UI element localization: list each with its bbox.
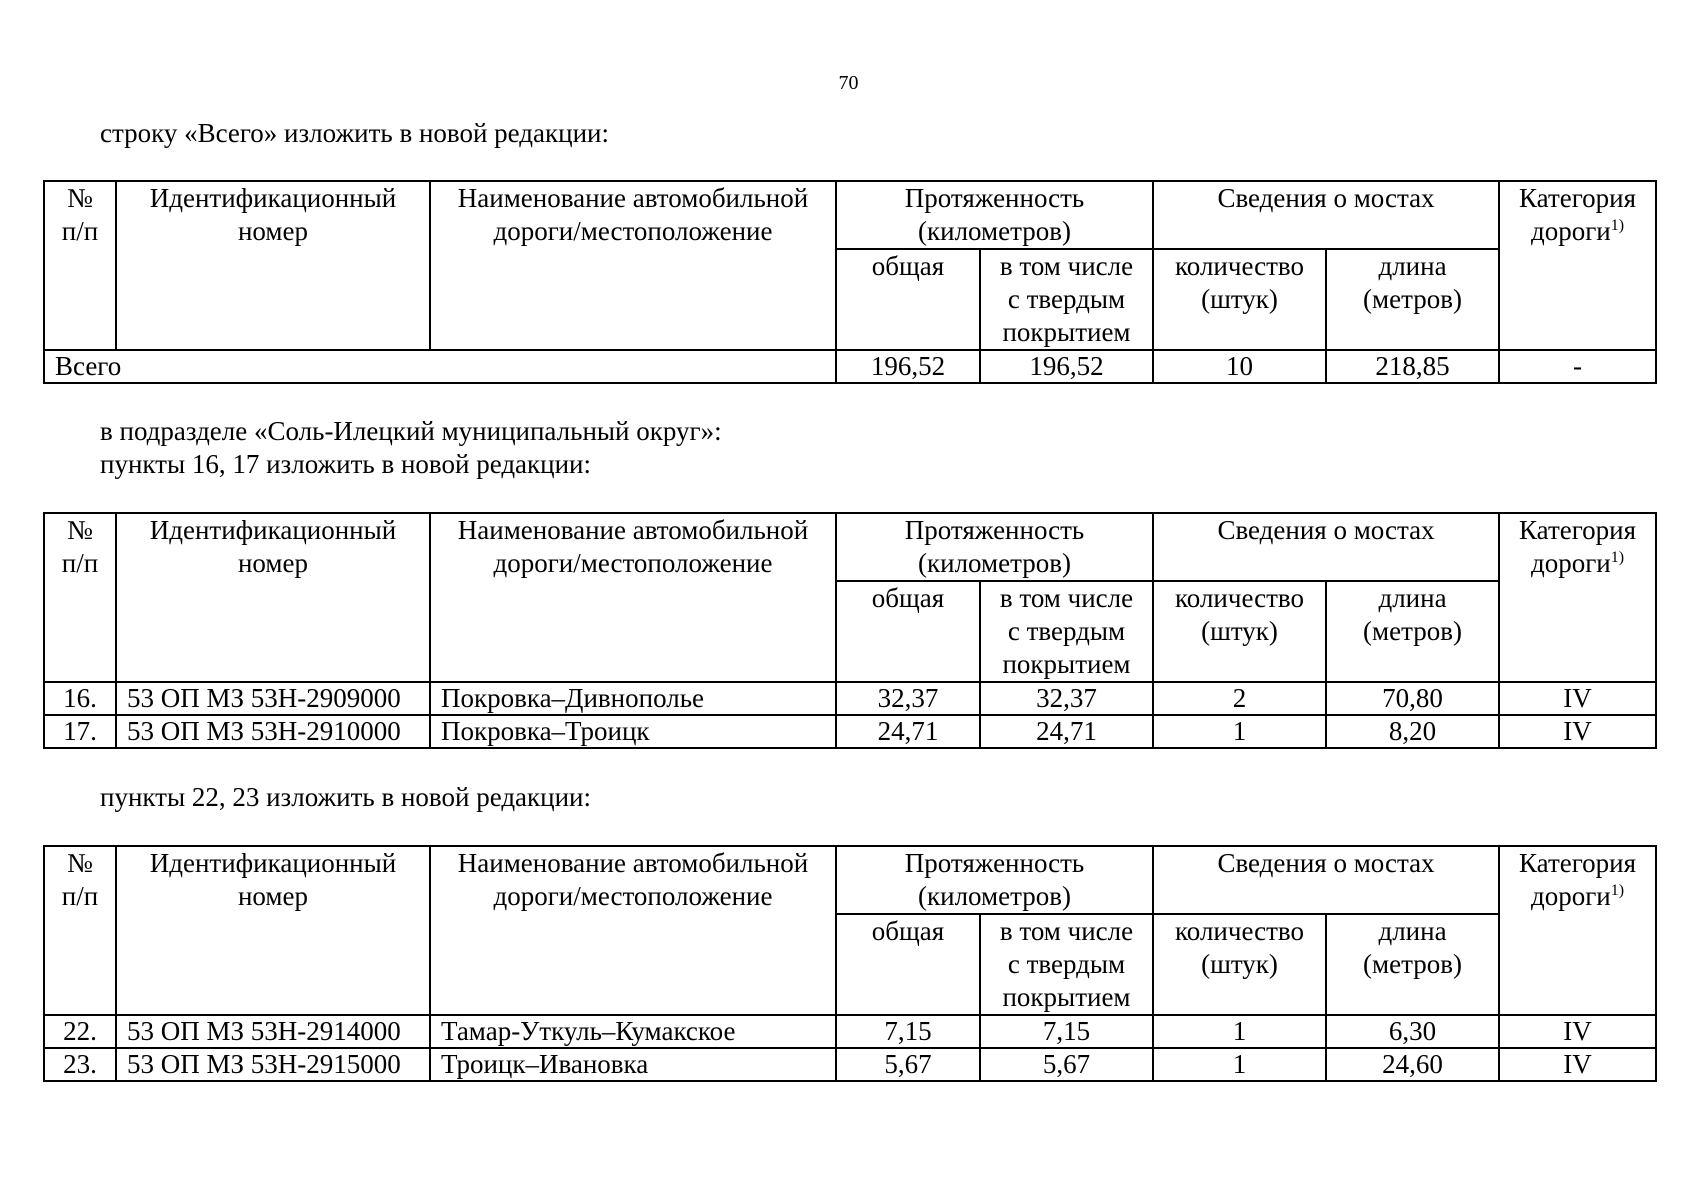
header-category [1499, 513, 1656, 682]
header-road-name-text: дороги/местоположение [493, 216, 773, 246]
header-length-total [836, 914, 980, 1015]
header-road-name [430, 846, 836, 1015]
header-ident [116, 513, 430, 682]
table-header-row [44, 513, 1656, 581]
header-road-name-text: Наименование автомобильной [457, 848, 809, 878]
cell-length-total: 24,71 [836, 715, 980, 748]
header-category-text: дороги [1530, 881, 1611, 911]
header-number-text: п/п [61, 548, 99, 578]
header-category-text: дороги [1530, 548, 1611, 578]
header-length-paved-text: покрытием [1002, 649, 1131, 679]
header-ident-text: номер [237, 881, 308, 911]
header-road-name-text: дороги/местоположение [493, 548, 773, 578]
cell-bridge-count: 2 [1153, 682, 1326, 715]
header-length-total-text: общая [871, 916, 945, 946]
header-ident-text: Идентификационный [149, 848, 397, 878]
total-row [44, 350, 1656, 383]
cell-length-paved: 7,15 [980, 1015, 1153, 1048]
header-bridge-length-text: длина [1378, 583, 1447, 613]
header-length-paved-text: в том числе [999, 916, 1134, 946]
header-category [1499, 846, 1656, 1015]
header-length-total [836, 581, 980, 682]
cell-total-label: Всего [44, 350, 836, 383]
cell-road-name: Тамар-Уткуль–Кумакское [430, 1015, 836, 1048]
cell-category: IV [1499, 1015, 1656, 1048]
paragraph-items-22-23: пункты 22, 23 изложить в новой редакции: [100, 782, 592, 812]
header-ident [116, 846, 430, 1015]
paragraph-subsection: в подразделе «Соль-Илецкий муниципальный округ»: [100, 416, 722, 446]
header-bridge-length-text: длина [1378, 916, 1447, 946]
cell-category: - [1499, 350, 1656, 383]
cell-length-paved: 24,71 [980, 715, 1153, 748]
header-length-text: Протяженность [904, 848, 1085, 878]
cell-bridge-count: 1 [1153, 1048, 1326, 1081]
header-bridge-length [1326, 914, 1499, 1015]
cell-ident: 53 ОП МЗ 53Н-2915000 [116, 1048, 430, 1081]
cell-bridge-count: 1 [1153, 715, 1326, 748]
header-number-text: № [67, 515, 93, 545]
header-length-text: Протяженность [904, 183, 1085, 213]
header-bridge-count [1153, 249, 1326, 350]
header-bridges-text: Сведения о мостах [1217, 515, 1435, 545]
header-ident-text: Идентификационный [149, 183, 397, 213]
header-bridge-length-text: длина [1378, 251, 1447, 281]
cell-ident: 53 ОП МЗ 53Н-2909000 [116, 682, 430, 715]
header-length-paved-text: в том числе [999, 251, 1134, 281]
header-length [836, 181, 1153, 249]
cell-road-name: Покровка–Троицк [430, 715, 836, 748]
cell-bridge-length: 218,85 [1326, 350, 1499, 383]
header-road-name-text: Наименование автомобильной [457, 515, 809, 545]
header-length-paved-text: с твердым [1007, 949, 1126, 979]
cell-number: 22. [44, 1015, 116, 1048]
header-category-text: Категория [1519, 848, 1636, 878]
cell-number: 17. [44, 715, 116, 748]
header-number [44, 181, 116, 350]
cell-length-paved: 196,52 [980, 350, 1153, 383]
cell-ident: 53 ОП МЗ 53Н-2914000 [116, 1015, 430, 1048]
header-bridge-count [1153, 914, 1326, 1015]
header-category [1499, 181, 1656, 350]
footnote-marker: 1) [1610, 549, 1625, 566]
cell-ident: 53 ОП МЗ 53Н-2910000 [116, 715, 430, 748]
cell-bridge-count: 10 [1153, 350, 1326, 383]
header-number-text: № [67, 848, 93, 878]
header-length-paved-text: в том числе [999, 583, 1134, 613]
header-category-text: дороги [1530, 216, 1611, 246]
cell-length-total: 32,37 [836, 682, 980, 715]
cell-road-name: Покровка–Дивнополье [430, 682, 836, 715]
header-number [44, 846, 116, 1015]
header-length-paved-text: покрытием [1002, 982, 1131, 1012]
table-row [44, 682, 1656, 715]
header-length-paved-text: с твердым [1007, 616, 1126, 646]
table-header-row [44, 846, 1656, 914]
cell-bridge-length: 70,80 [1326, 682, 1499, 715]
header-bridge-length [1326, 581, 1499, 682]
cell-length-total: 196,52 [836, 350, 980, 383]
header-length [836, 846, 1153, 914]
header-number-text: № [67, 183, 93, 213]
cell-length-total: 5,67 [836, 1048, 980, 1081]
header-category-text: Категория [1519, 183, 1636, 213]
header-ident-text: номер [237, 216, 308, 246]
header-length-paved-text: с твердым [1007, 284, 1126, 314]
table-row [44, 1015, 1656, 1048]
header-number [44, 513, 116, 682]
page-number: 70 [838, 72, 859, 94]
cell-road-name: Троицк–Ивановка [430, 1048, 836, 1081]
cell-category: IV [1499, 1048, 1656, 1081]
header-bridge-count-text: (штук) [1201, 949, 1278, 979]
header-road-name [430, 181, 836, 350]
header-bridge-count-text: количество [1175, 916, 1304, 946]
cell-number: 23. [44, 1048, 116, 1081]
footnote-marker: 1) [1610, 882, 1625, 899]
cell-bridge-length: 8,20 [1326, 715, 1499, 748]
header-bridge-count-text: количество [1175, 251, 1304, 281]
table-header-row [44, 181, 1656, 249]
header-ident-text: Идентификационный [149, 515, 397, 545]
header-ident-text: номер [237, 548, 308, 578]
table-row [44, 715, 1656, 748]
header-road-name-text: Наименование автомобильной [457, 183, 809, 213]
cell-length-paved: 5,67 [980, 1048, 1153, 1081]
header-length-text: Протяженность [904, 515, 1085, 545]
header-bridge-length [1326, 249, 1499, 350]
header-category-text: Категория [1519, 515, 1636, 545]
roads-table-total [43, 180, 1657, 384]
cell-bridge-count: 1 [1153, 1015, 1326, 1048]
header-length-total-text: общая [871, 583, 945, 613]
header-bridge-length-text: (метров) [1363, 284, 1462, 314]
cell-category: IV [1499, 682, 1656, 715]
header-number-text: п/п [61, 216, 99, 246]
cell-bridge-length: 24,60 [1326, 1048, 1499, 1081]
header-length-paved-text: покрытием [1002, 317, 1131, 347]
header-bridges [1153, 513, 1499, 581]
header-bridge-length-text: (метров) [1363, 949, 1462, 979]
header-length-total-text: общая [871, 251, 945, 281]
paragraph-total-row: строку «Всего» изложить в новой редакции: [100, 118, 609, 148]
header-bridge-count-text: количество [1175, 583, 1304, 613]
header-length-text: (километров) [918, 548, 1071, 578]
header-bridges-text: Сведения о мостах [1217, 848, 1435, 878]
header-bridge-count-text: (штук) [1201, 284, 1278, 314]
cell-number: 16. [44, 682, 116, 715]
header-length-paved [980, 249, 1153, 350]
roads-table-items-22-23 [43, 845, 1657, 1082]
header-road-name-text: дороги/местоположение [493, 881, 773, 911]
header-ident [116, 181, 430, 350]
cell-length-total: 7,15 [836, 1015, 980, 1048]
cell-bridge-length: 6,30 [1326, 1015, 1499, 1048]
cell-category: IV [1499, 715, 1656, 748]
header-bridges-text: Сведения о мостах [1217, 183, 1435, 213]
header-number-text: п/п [61, 881, 99, 911]
header-length-text: (километров) [918, 881, 1071, 911]
header-length-paved [980, 914, 1153, 1015]
header-bridges [1153, 181, 1499, 249]
cell-length-paved: 32,37 [980, 682, 1153, 715]
roads-table-items-16-17 [43, 512, 1657, 749]
footnote-marker: 1) [1610, 217, 1625, 234]
table-row [44, 1048, 1656, 1081]
header-length-text: (километров) [918, 216, 1071, 246]
header-bridge-length-text: (метров) [1363, 616, 1462, 646]
header-length-total [836, 249, 980, 350]
header-road-name [430, 513, 836, 682]
header-length-paved [980, 581, 1153, 682]
paragraph-items-16-17: пункты 16, 17 изложить в новой редакции: [100, 449, 592, 479]
header-length [836, 513, 1153, 581]
header-bridge-count-text: (штук) [1201, 616, 1278, 646]
header-bridge-count [1153, 581, 1326, 682]
header-bridges [1153, 846, 1499, 914]
